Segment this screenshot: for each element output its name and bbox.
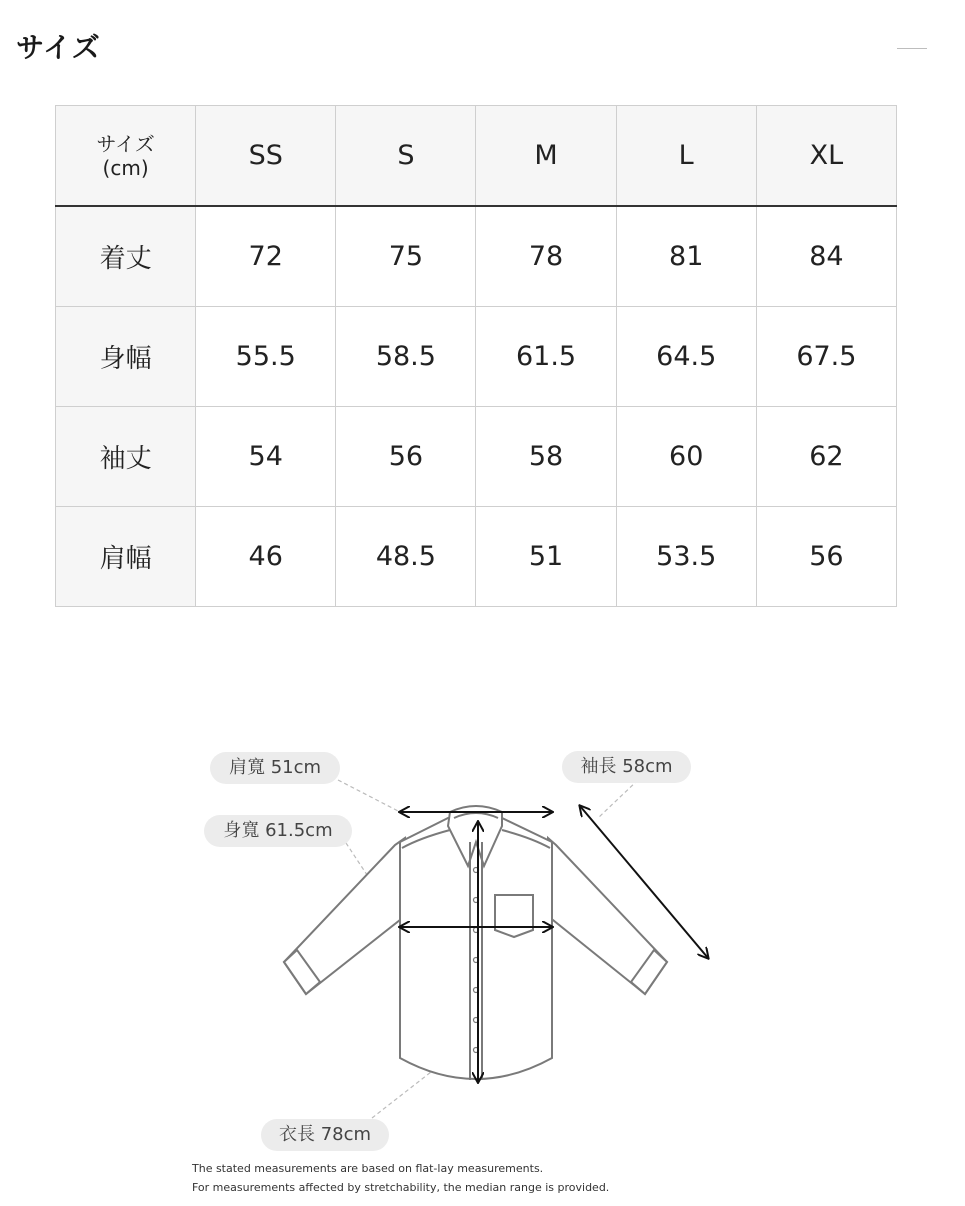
measurement-note-1: The stated measurements are based on flat-lay measurements. <box>192 1162 544 1175</box>
table-cell: 78 <box>476 206 616 307</box>
table-cell: 67.5 <box>756 307 896 407</box>
table-cell: 84 <box>756 206 896 307</box>
section-title: サイズ <box>16 31 101 64</box>
column-header-s: S <box>336 106 476 207</box>
table-cell: 53.5 <box>616 507 756 607</box>
table-cell: 46 <box>196 507 336 607</box>
row-label: 肩幅 <box>56 507 196 607</box>
sleeve-length-label: 袖長 58cm <box>562 751 691 783</box>
row-label: 着丈 <box>56 206 196 307</box>
measurement-note-2: For measurements affected by stretchability, the median range is provided. <box>192 1181 610 1194</box>
table-cell: 56 <box>336 407 476 507</box>
shirt-outline <box>284 806 667 1080</box>
column-header-m: M <box>476 106 616 207</box>
column-header-xl: XL <box>756 106 896 207</box>
column-header-ss: SS <box>196 106 336 207</box>
table-cell: 75 <box>336 206 476 307</box>
table-cell: 51 <box>476 507 616 607</box>
table-cell: 62 <box>756 407 896 507</box>
table-cell: 61.5 <box>476 307 616 407</box>
body-length-label: 衣長 78cm <box>261 1119 389 1151</box>
table-cell: 64.5 <box>616 307 756 407</box>
shoulder-width-label: 肩寬 51cm <box>210 752 340 784</box>
table-cell: 81 <box>616 206 756 307</box>
body-width-label: 身寬 61.5cm <box>204 815 352 847</box>
unit-label: (cm) <box>102 155 149 180</box>
table-cell: 54 <box>196 407 336 507</box>
table-cell: 58 <box>476 407 616 507</box>
column-header-l: L <box>616 106 756 207</box>
table-cell: 72 <box>196 206 336 307</box>
size-header-label: サイズ <box>96 131 155 156</box>
row-label: 袖丈 <box>56 407 196 507</box>
table-cell: 58.5 <box>336 307 476 407</box>
table-cell: 60 <box>616 407 756 507</box>
row-label: 身幅 <box>56 307 196 407</box>
table-cell: 55.5 <box>196 307 336 407</box>
table-cell: 56 <box>756 507 896 607</box>
table-cell: 48.5 <box>336 507 476 607</box>
